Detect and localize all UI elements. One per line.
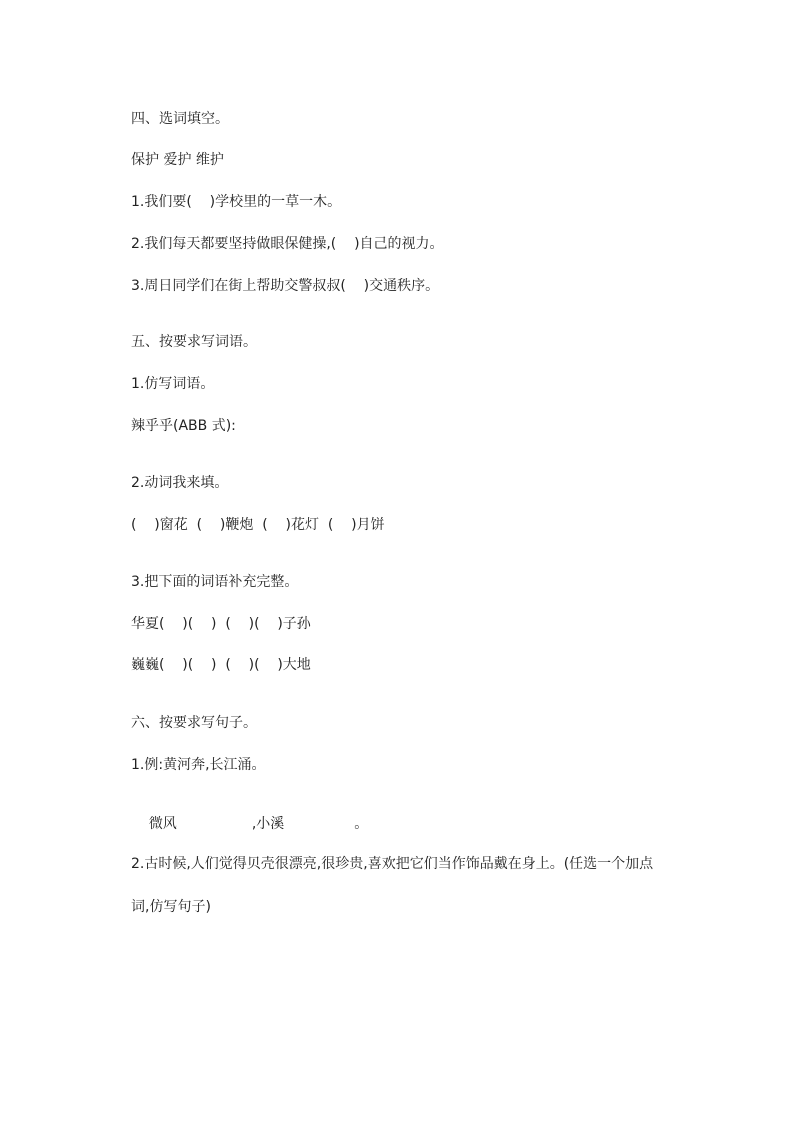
question-6-1: 1.例:黄河奔,长江涌。 (131, 757, 266, 773)
question-4-3: 3.周日同学们在街上帮助交警叔叔( )交通秩序。 (131, 278, 440, 294)
answer-prefix-breeze: 微风 (148, 816, 177, 832)
section-4-title: 四、选词填空。 (131, 111, 229, 127)
question-5-3-line-2: 巍巍( )( ) ( )( )大地 (131, 657, 311, 673)
section-5-title: 五、按要求写词语。 (131, 334, 257, 350)
question-5-3: 3.把下面的词语补充完整。 (131, 574, 299, 590)
word-choices: 保护 爱护 维护 (131, 152, 224, 168)
question-6-2-line-2: 词,仿写句子) (131, 899, 211, 915)
question-5-1-example: 辣乎乎(ABB 式): (131, 418, 236, 434)
answer-prefix-stream: ,小溪 (251, 816, 285, 832)
section-6-title: 六、按要求写句子。 (131, 715, 257, 731)
question-6-2-line-1: 2.古时候,人们觉得贝壳很漂亮,很珍贵,喜欢把它们当作饰品戴在身上。(任选一个加点 (131, 856, 654, 872)
answer-end-mark: 。 (354, 816, 369, 832)
question-5-2-blanks: ( )窗花 ( )鞭炮 ( )花灯 ( )月饼 (131, 517, 385, 533)
question-5-1: 1.仿写词语。 (131, 376, 215, 392)
question-4-1: 1.我们要( )学校里的一草一木。 (131, 194, 342, 210)
question-5-3-line-1: 华夏( )( ) ( )( )子孙 (131, 616, 311, 632)
question-6-1-answer-line (131, 797, 368, 851)
question-4-2: 2.我们每天都要坚持做眼保健操,( )自己的视力。 (131, 236, 444, 252)
question-5-2: 2.动词我来填。 (131, 475, 229, 491)
